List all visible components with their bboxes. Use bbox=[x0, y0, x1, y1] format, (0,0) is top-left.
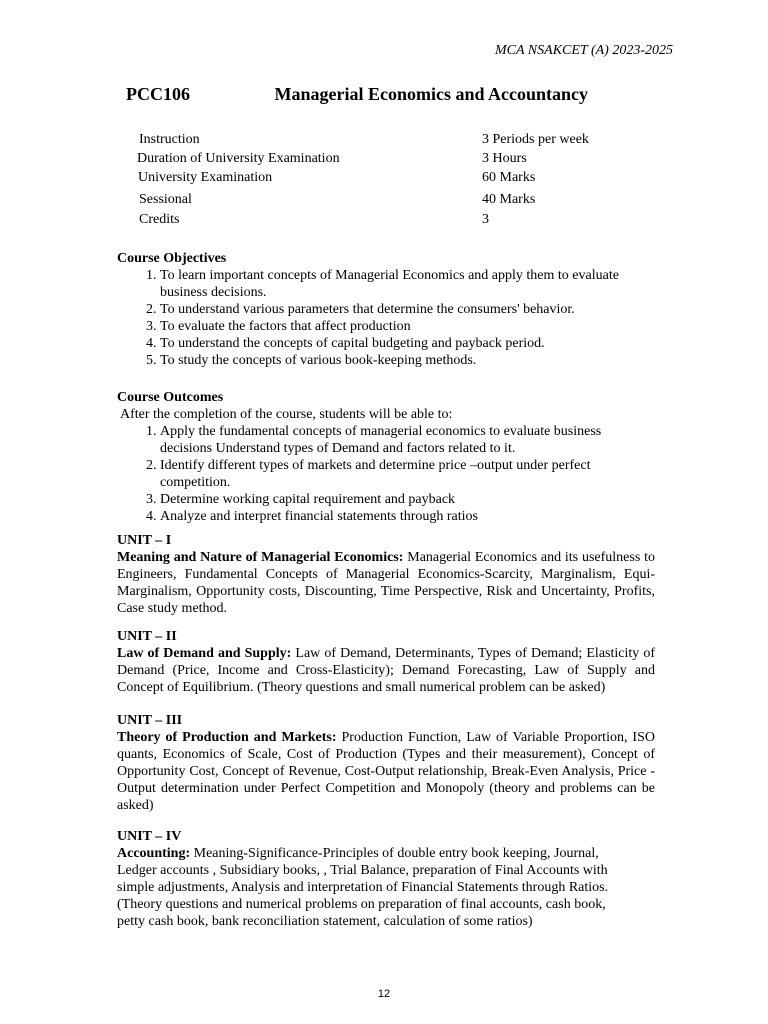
unit-title: UNIT – I bbox=[117, 533, 172, 548]
list-item: 2. Identify different types of markets and determine price –output under perfect competition. bbox=[160, 457, 630, 491]
unit-lead: Accounting: bbox=[117, 846, 191, 861]
info-row bbox=[139, 190, 589, 209]
unit-title: UNIT – II bbox=[117, 629, 177, 644]
info-label: Sessional bbox=[139, 192, 192, 207]
info-row bbox=[139, 210, 589, 229]
outcomes-heading: Course Outcomes bbox=[117, 390, 224, 405]
unit-3 bbox=[117, 712, 655, 814]
info-label: Credits bbox=[139, 212, 180, 227]
unit-content bbox=[117, 549, 655, 617]
info-value: 40 Marks bbox=[482, 192, 536, 207]
unit-content bbox=[117, 729, 655, 814]
objectives-heading: Course Objectives bbox=[117, 251, 227, 266]
list-item: 4. Analyze and interpret financial statements through ratios bbox=[160, 508, 630, 525]
list-item: 3. Determine working capital requirement and payback bbox=[160, 491, 630, 508]
list-item: 1. To learn important concepts of Managerial Economics and apply them to evaluate business decisions. bbox=[160, 267, 655, 301]
info-row bbox=[137, 149, 589, 168]
unit-lead: Theory of Production and Markets: bbox=[117, 730, 337, 745]
info-label: University Examination bbox=[138, 170, 273, 185]
course-code: PCC106 bbox=[126, 84, 190, 104]
unit-content bbox=[117, 845, 637, 930]
list-item: 2. To understand various parameters that determine the consumers' behavior. bbox=[160, 301, 655, 318]
unit-title: UNIT – III bbox=[117, 713, 183, 728]
unit-body: Law of Demand, Determinants, Types of Demand; Elasticity of Demand (Price, Income and Cross-Elasticity); Demand Forecasting, Law of Supply and Concept of Equilibrium. (Theory questions and small numerical problem can be asked) bbox=[117, 646, 656, 695]
list-item: 3. To evaluate the factors that affect production bbox=[160, 318, 655, 335]
outcomes-list bbox=[117, 423, 630, 525]
unit-content bbox=[117, 645, 655, 696]
course-objectives bbox=[117, 250, 655, 369]
course-title-row bbox=[126, 84, 588, 105]
list-item: 4. To understand the concepts of capital budgeting and payback period. bbox=[160, 335, 655, 352]
info-value: 3 bbox=[482, 212, 489, 227]
program-header: MCA NSAKCET (A) 2023-2025 bbox=[495, 43, 673, 58]
course-outcomes bbox=[117, 389, 655, 525]
objectives-list bbox=[117, 267, 655, 369]
unit-title: UNIT – IV bbox=[117, 829, 182, 844]
unit-4 bbox=[117, 828, 637, 930]
unit-lead: Law of Demand and Supply: bbox=[117, 646, 292, 661]
info-row bbox=[138, 168, 589, 187]
list-item: 1. Apply the fundamental concepts of managerial economics to evaluate business decisions Understand types of Demand and factors related to it. bbox=[160, 423, 630, 457]
course-title: Managerial Economics and Accountancy bbox=[274, 84, 588, 104]
outcomes-intro: After the completion of the course, students will be able to: bbox=[120, 407, 453, 422]
info-value: 60 Marks bbox=[482, 170, 536, 185]
page-number: 12 bbox=[377, 988, 391, 1000]
info-label: Duration of University Examination bbox=[137, 151, 340, 166]
info-label: Instruction bbox=[139, 132, 200, 147]
unit-body: Production Function, Law of Variable Proportion, ISO quants, Economics of Scale, Cost of Production (Types and their measurement), Concept of Opportunity Cost, Concept of Revenue, Cost-Output relationship, Break-Even Analysis, Price - Output determination under Perfect Competition and Monopoly (theory and problems can be asked) bbox=[117, 730, 655, 813]
unit-body: Managerial Economics and its usefulness to Engineers, Fundamental Concepts of Managerial Economics-Scarcity, Marginalism, Equi-Marginalism, Opportunity costs, Discounting, Time Perspective, Risk and Uncertainty, Profits, Case study method. bbox=[117, 550, 655, 616]
unit-1 bbox=[117, 532, 655, 617]
unit-body: Meaning-Significance-Principles of double entry book keeping, Journal, Ledger accounts , Subsidiary books, , Trial Balance, preparation of Final Accounts with simple adjustments, Analysis and interpretation of Financial Statements through Ratios. (Theory questions and numerical problems on preparation of final accounts, cash book, petty cash book, bank reconciliation statement, calculation of some ratios) bbox=[117, 846, 609, 929]
unit-2 bbox=[117, 628, 655, 696]
info-value: 3 Hours bbox=[482, 151, 527, 166]
info-row bbox=[139, 130, 589, 149]
info-value: 3 Periods per week bbox=[482, 132, 589, 147]
list-item: 5. To study the concepts of various book-keeping methods. bbox=[160, 352, 655, 369]
course-info-table bbox=[139, 130, 589, 229]
unit-lead: Meaning and Nature of Managerial Economics: bbox=[117, 550, 404, 565]
